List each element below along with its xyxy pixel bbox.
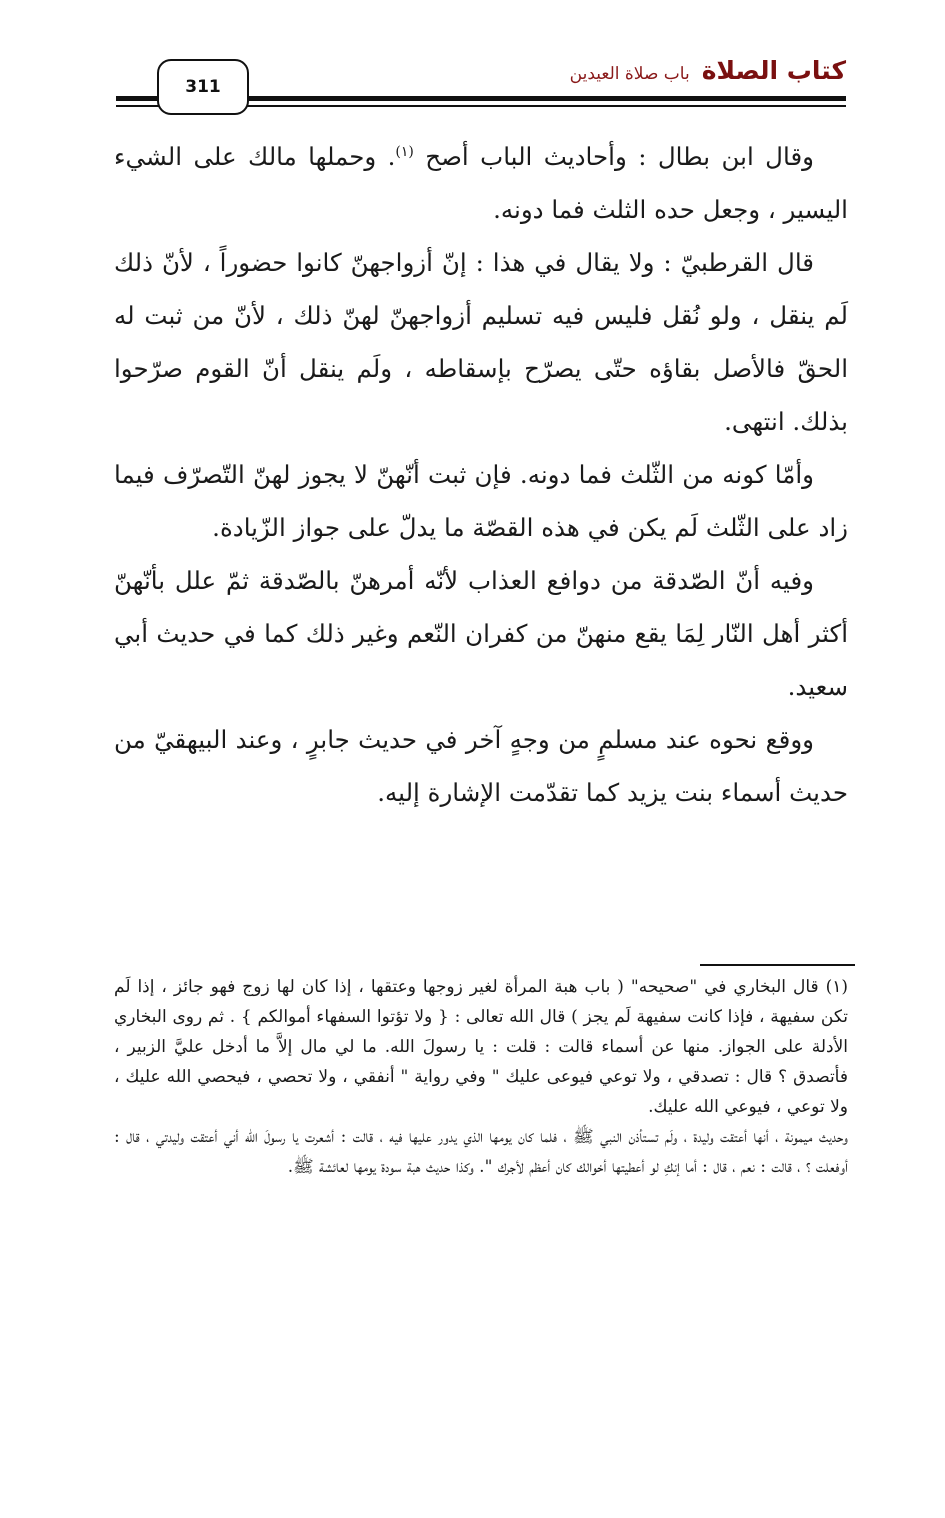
paragraph-1: [114, 130, 848, 236]
footnote-reference[interactable]: (١): [395, 143, 414, 160]
running-head: [570, 56, 846, 90]
book-title: كتاب الصلاة: [701, 56, 846, 85]
main-text: [114, 130, 848, 819]
footnote-separator: [700, 964, 855, 966]
paragraph-4: وفيه أنّ الصّدقة من دوافع العذاب لأنّه أمرهنّ بالصّدقة ثمّ علل بأنّهنّ أكثر أهل النّار لِمَا يقع منهنّ من كفران النّعم وغير ذلك كما في حديث أبي سعيد.: [114, 566, 848, 701]
footnote-1: (١) قال البخاري في "صحيحه" ( باب هبة المرأة لغير زوجها وعتقها ، إذا كان لها زوج فهو جائز ، إذا لَم تكن سفيهة ، فإذا كانت سفيهة لَم يجز ) قال الله تعالى : { ولا تؤتوا السفهاء أموالكم } . ثم روى البخاري الأدلة على الجواز. منها عن أسماء قالت : قلت : يا رسولَ الله. ما لي مال إلاَّ ما أدخل عليَّ الزبير ، فأتصدق ؟ قال : تصدقي ، ولا توعي فيوعى عليك " وفي رواية " أنفقي ، ولا تحصي ، فيحصي الله عليك ، ولا توعي ، فيوعي الله عليك.: [114, 977, 848, 1117]
paragraph-2: قال القرطبيّ : ولا يقال في هذا : إنّ أزواجهنّ كانوا حضوراً ، لأنّ ذلك لَم ينقل ، ولو نُقل فليس فيه تسليم أزواجهنّ لهنّ ذلك ، لأنّ من ثبت له الحقّ فالأصل بقاؤه حتّى يصرّح بإسقاطه ، ولَم ينقل أنّ القوم صرّحوا بذلك. انتهى.: [114, 248, 848, 436]
paragraph-5: ووقع نحوه عند مسلمٍ من وجهٍ آخر في حديث جابرٍ ، وعند البيهقيّ من حديث أسماء بنت يزيد كما تقدّمت الإشارة إليه.: [114, 725, 848, 807]
paragraph-1-continuation: . وحملها مالك على الشيء اليسير ، وجعل حده الثلث فما دونه.: [114, 142, 848, 224]
paragraph-3: وأمّا كونه من الثّلث فما دونه. فإن ثبت أنّهنّ لا يجوز لهنّ التّصرّف فيما زاد على الثّلث لَم يكن في هذه القصّة ما يدلّ على جواز الزّيادة.: [114, 460, 848, 542]
paragraph-1-text: وقال ابن بطال : وأحاديث الباب أصح: [425, 142, 814, 171]
footnotes: [114, 972, 848, 1182]
page-header: [116, 56, 846, 114]
page-number: 311: [157, 59, 249, 115]
footnote-1-continuation: وحديث ميمونة ، أنها أعتقت وليدة ، ولَم تستأذن النبي ﷺ ، فلما كان يومها الذي يدور عليها فيه ، قالت : أشعرت يا رسولَ الله أني أعتقت وليدتي ، قال : أوفعلت ؟ ، قالت : نعم ، قال : أما إنكِ لو أعطيتها أخوالك كان أعظم لأجرك ". وكذا حديث هبة سودة يومها لعائشة ﷺ.: [114, 1127, 848, 1177]
chapter-title: باب صلاة العيدين: [569, 64, 690, 84]
